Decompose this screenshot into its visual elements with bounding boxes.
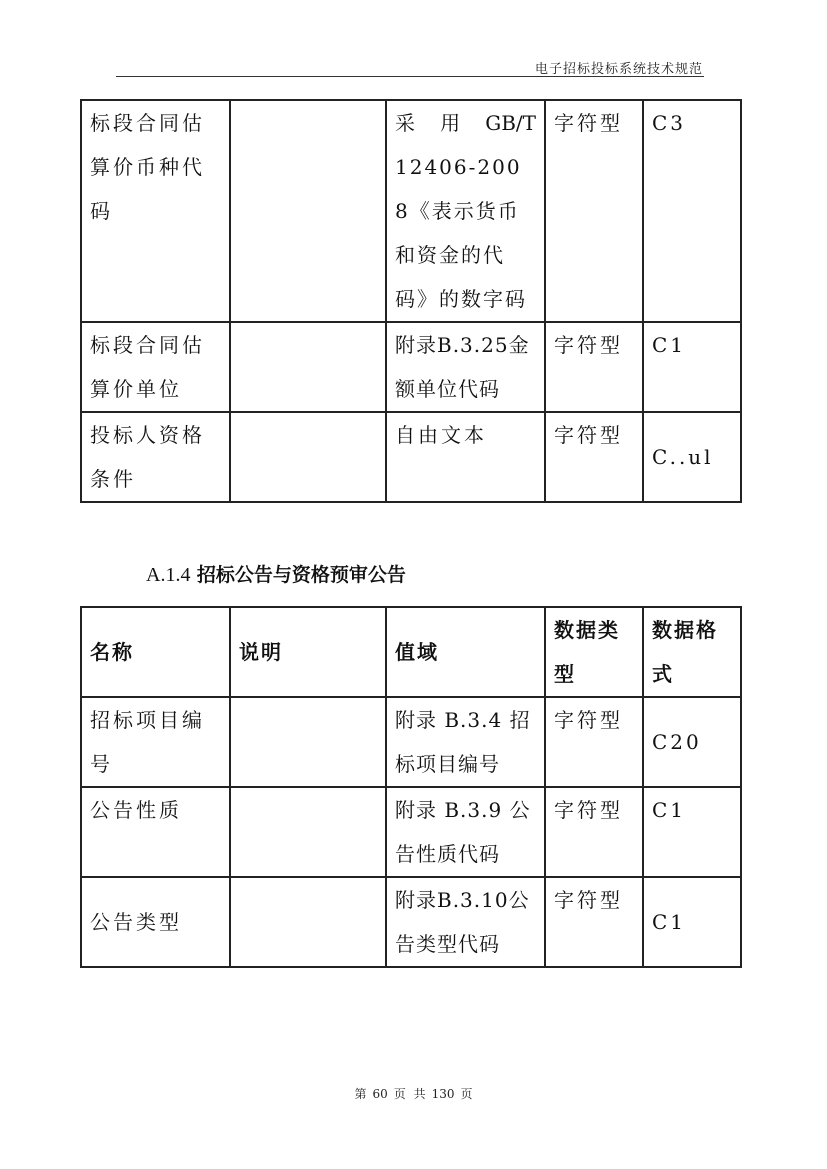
section-number: A.1.4 [146, 564, 191, 586]
cell-format: C3 [643, 100, 741, 322]
section-heading [146, 560, 406, 587]
cell-desc [230, 412, 386, 502]
table-row [81, 787, 741, 877]
cell-domain: 附录 B.3.9 公告性质代码 [386, 787, 545, 877]
header-divider [116, 76, 704, 77]
cell-name: 公告性质 [81, 787, 230, 877]
cell-domain-line: 采 用 GB/T [395, 111, 536, 135]
cell-name: 公告类型 [81, 877, 230, 967]
table-row [81, 697, 741, 787]
table-row [81, 322, 741, 412]
table-row [81, 877, 741, 967]
cell-format: C20 [643, 697, 741, 787]
section-title: 招标公告与资格预审公告 [196, 564, 406, 586]
cell-domain: 附录B.3.10公告类型代码 [386, 877, 545, 967]
header-format: 数据格式 [643, 607, 741, 697]
header-type: 数据类型 [545, 607, 643, 697]
cell-type: 字符型 [545, 697, 643, 787]
cell-desc [230, 697, 386, 787]
page-footer [0, 1085, 827, 1102]
data-element-table [80, 606, 742, 968]
cell-format: C1 [643, 877, 741, 967]
cell-type: 字符型 [545, 877, 643, 967]
table-row [81, 412, 741, 502]
running-header: 电子招标投标系统技术规范 [534, 62, 703, 77]
cell-type: 字符型 [545, 322, 643, 412]
footer-middle: 页 共 [393, 1087, 426, 1101]
cell-format: C1 [643, 787, 741, 877]
cell-name: 标段合同估算价单位 [81, 322, 230, 412]
cell-name: 招标项目编号 [81, 697, 230, 787]
footer-suffix: 页 [460, 1087, 473, 1101]
cell-format: C1 [643, 322, 741, 412]
cell-type: 字符型 [545, 412, 643, 502]
cell-name: 标段合同估算价币种代码 [81, 100, 230, 322]
cell-desc [230, 877, 386, 967]
cell-domain: 自由文本 [386, 412, 545, 502]
cell-type: 字符型 [545, 787, 643, 877]
cell-domain-rest: 12406-2008《表示货币和资金的代码》的数字码 [395, 155, 527, 311]
table-row [81, 100, 741, 322]
cell-domain: 附录B.3.25金额单位代码 [386, 322, 545, 412]
cell-name: 投标人资格条件 [81, 412, 230, 502]
header-domain: 值域 [386, 607, 545, 697]
cell-domain [386, 100, 545, 322]
data-element-table-continued [80, 99, 742, 503]
footer-prefix: 第 [354, 1087, 367, 1101]
cell-desc [230, 322, 386, 412]
cell-domain: 附录 B.3.4 招标项目编号 [386, 697, 545, 787]
cell-type: 字符型 [545, 100, 643, 322]
header-desc: 说明 [230, 607, 386, 697]
cell-desc [230, 100, 386, 322]
header-name: 名称 [81, 607, 230, 697]
total-pages: 130 [431, 1087, 455, 1101]
cell-format: C..ul [643, 412, 741, 502]
page-number: 60 [372, 1087, 388, 1101]
table-header-row [81, 607, 741, 697]
cell-desc [230, 787, 386, 877]
